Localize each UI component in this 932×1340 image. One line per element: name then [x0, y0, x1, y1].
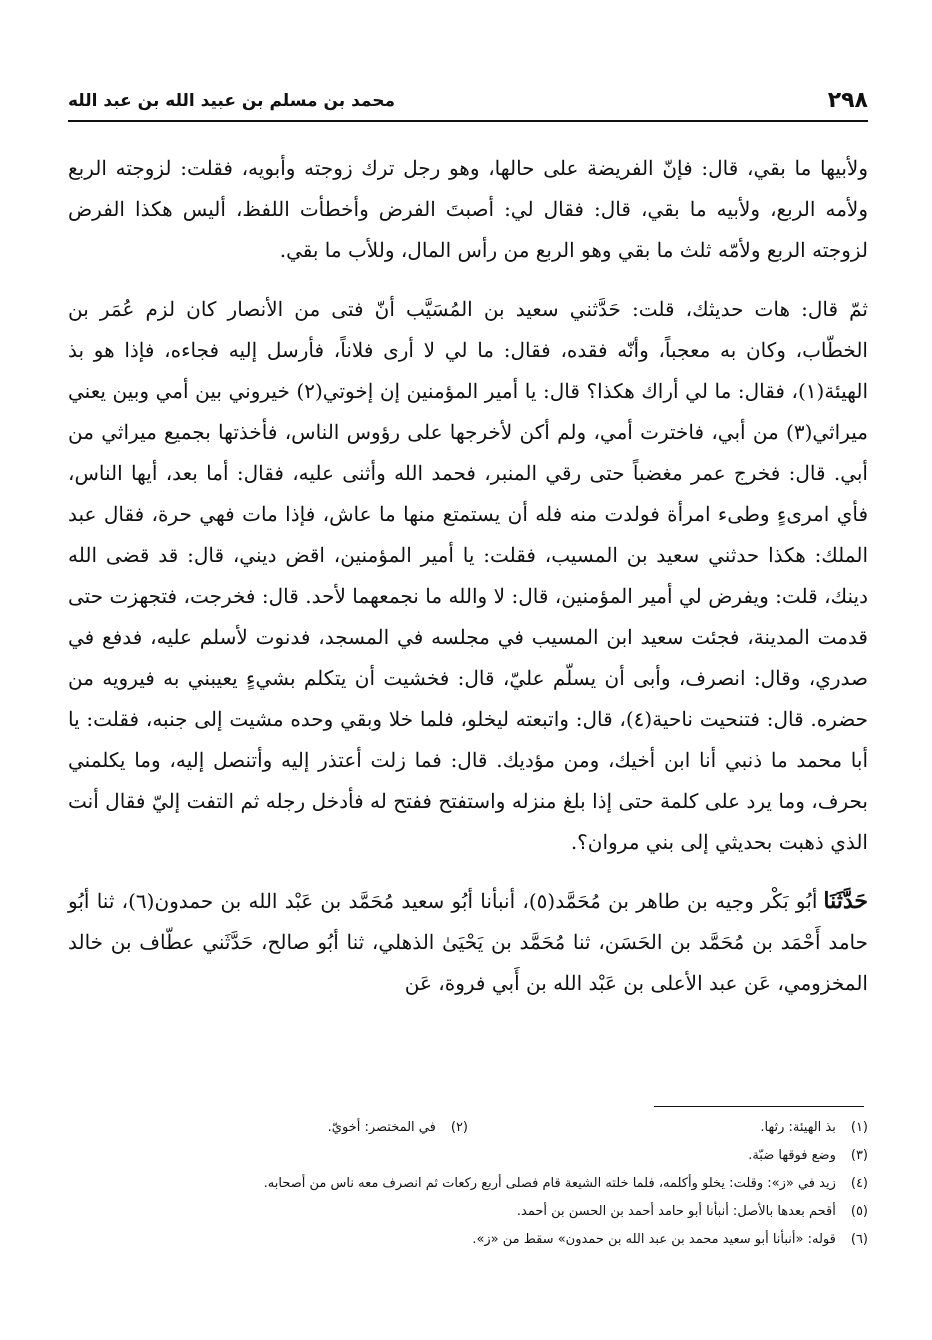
hadith-lead-word: حَدَّثَنَا — [823, 888, 869, 914]
footnote-row — [68, 1114, 868, 1142]
footnote-text: زيد في «ز»: وقلت: يخلو وأكلمه، فلما خلته الشيعة قام فصلى أربع ركعات ثم انصرف معه ناس من أصحابه. — [263, 1176, 836, 1191]
footnote-rule — [654, 1106, 864, 1107]
paragraph-1: ولأبيها ما بقي، قال: فإنّ الفريضة على حالها، وهو رجل ترك زوجته وأبويه، فقلت: لزوجته الربع ولأمه الربع، ولأبيه ما بقي، قال: فقال لي: أصبتَ الفرض وأخطأت اللفظ، أليس هكذا الفرض لزوجته الربع ولأمّه ثلث ما بقي وهو الربع من رأس المال، وللأب ما بقي. — [68, 156, 868, 262]
footnote-number: (٥) — [850, 1204, 868, 1219]
page-header — [68, 88, 868, 122]
footnote-number: (٦) — [850, 1232, 868, 1247]
footnote-6 — [68, 1226, 868, 1254]
footnote-text: وضع فوقها ضبّة. — [748, 1148, 836, 1163]
paragraph-2: ثمّ قال: هات حديثك، قلت: حَدَّثني سعيد بن المُسَيَّب أنّ فتى من الأنصار كان لزم عُمَر بن الخطّاب، وكان به معجباً، وأنّه فقده، فقال: ما لي لا أرى فلاناً، فأرسل إليه فجاءه، فإذا هو بذ الهيئة(١)، فقال: ما لي أراك هكذا؟ قال: يا أمير المؤمنين إن إخوتي(٢) خيروني بين أمي وبين يعني ميراثي(٣) من أبي، فاخترت أمي، ولم أكن لأخرجها على رؤوس الناس، فأخذتها بجميع ميراثي من أبي. قال: فخرج عمر مغضباً حتى رقي المنبر، فحمد الله وأثنى عليه، فقال: أما بعد، أيها الناس، فأي امرىءٍ وطىء امرأة فولدت منه فله أن يستمتع منها ما عاش، فإذا مات فهي حرة، فقال عبد الملك: هكذا حدثني سعيد بن المسيب، فقلت: يا أمير المؤمنين، اقض ديني، قال: قد قضى الله دينك، قلت: ويفرض لي أمير المؤمنين، قال: لا والله ما نجمعهما لأحد. قال: فخرجت، فتجهزت حتى قدمت المدينة، فجئت سعيد ابن المسيب في مجلسه في المسجد، فدنوت لأسلم عليه، فدفع في صدري، وقال: انصرف، وأبى أن يسلّم عليّ، قال: فخشيت أن يتكلم بشيءٍ يعيبني به فيرويه من حضره. قال: فتنحيت ناحية(٤)، قال: واتبعته ليخلو، فلما خلا وبقي وحده مشيت إلى جنبه، فقلت: يا أبا محمد ما ذنبي أنا ابن أخيك، ومن مؤديك. قال: فما زلت أعتذر إليه وأتنصل إليه، وما يكلمني بحرف، وما يرد على كلمة حتى إذا بلغ منزله واستفتح ففتح له فأدخل رجله ثم التفت إليّ فقال أنت الذي ذهبت بحديثي إلى بني مروان؟. — [68, 297, 868, 854]
footnote-text: أقحم بعدها بالأصل: أنبأنا أبو حامد أحمد بن الحسن بن أحمد. — [516, 1204, 836, 1219]
header-rule — [68, 120, 868, 122]
footnote-3 — [68, 1142, 868, 1170]
footnote-2 — [68, 1114, 468, 1142]
footnote-4 — [68, 1170, 868, 1198]
footnote-number: (٢) — [450, 1120, 468, 1135]
paragraph-3-text: أبُو بَكْر وجيه بن طاهر بن مُحَمَّد(٥)، أنبأنا أبُو سعيد مُحَمَّد بن عَبْد الله بن حمدون(٦)، ثنا أبُو حامد أَحْمَد بن مُحَمَّد بن الحَسَن، ثنا مُحَمَّد بن يَحْيَىٰ الذهلي، ثنا أبُو صالح، حَدَّثَني عطّاف بن خالد المخزومي، عَن عبد الأعلى بن عَبْد الله بن أَبي فروة، عَن — [68, 889, 868, 995]
running-title: محمد بن مسلم بن عبيد الله بن عبد الله — [68, 91, 396, 111]
main-text — [68, 148, 868, 1004]
footnote-5 — [68, 1198, 868, 1226]
footnote-1 — [468, 1114, 868, 1142]
footnote-text: قوله: «أنبأنا أبو سعيد محمد بن عبد الله بن حمدون» سقط من «ز». — [472, 1232, 836, 1247]
footnote-number: (١) — [850, 1120, 868, 1135]
footnote-number: (٤) — [850, 1176, 868, 1191]
footnote-text: بذ الهيئة: رثها. — [760, 1120, 836, 1135]
footnotes — [68, 1114, 868, 1254]
page-number: ٢٩٨ — [827, 88, 868, 113]
paragraph-3 — [68, 881, 868, 1004]
footnote-number: (٣) — [850, 1148, 868, 1163]
footnote-text: في المختصر: أخويّ. — [327, 1120, 436, 1135]
